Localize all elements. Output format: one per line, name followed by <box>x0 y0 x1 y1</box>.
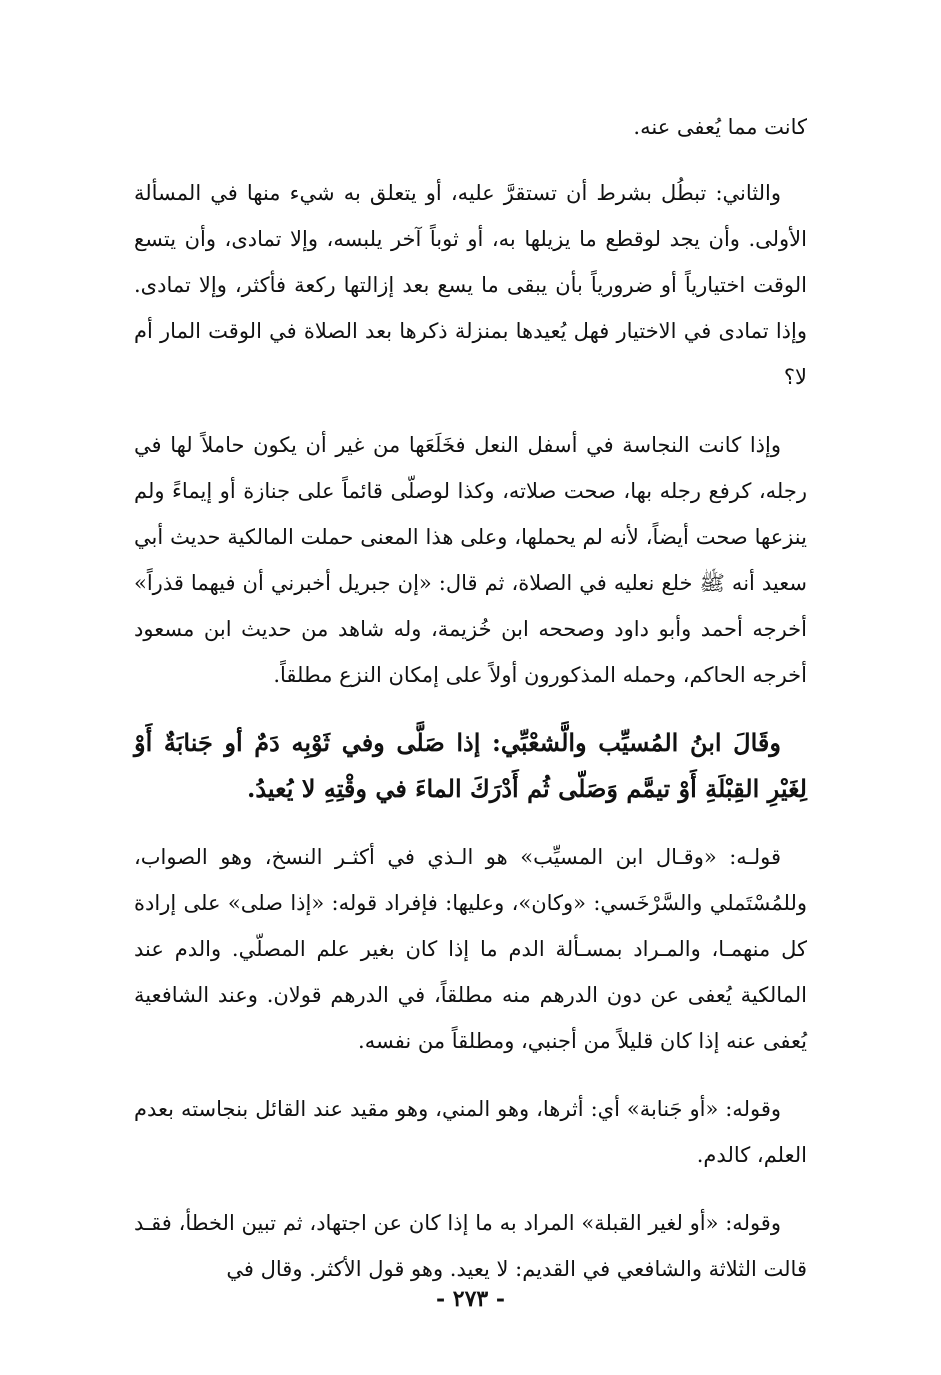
page-number: - ٢٧٣ - <box>435 1286 506 1312</box>
hadith-text-bold: وقَالَ ابنُ المُسيِّب والَّشعْبِّي: إذا صَلَّى وفي ثَوْبِه دَمٌ أو جَنابَةٌ أَوْ لِغَيْرِ القِبْلَةِ أَوْ تيمَّم وَصَلّى ثُم أَدْرَكَ الماءَ في وقْتِهِ لا يُعيدُ. <box>134 728 807 803</box>
paragraph-commentary-qibla: وقوله: «أو لغير القبلة» المراد به ما إذا كان عن اجتهاد، ثم تبين الخطأ، فقـد قالت الثلاثة والشافعي في القديم: لا يعيد. وهو قول الأكثر. وقال في <box>134 1211 807 1281</box>
paragraph-continuation: كانت مما يُعفى عنه. <box>633 115 807 139</box>
paragraph-shoe-impurity: وإذا كانت النجاسة في أسفل النعل فخَلَعَها من غير أن يكون حاملاً لها في رجله، كرفع رجله بها، صحت صلاته، وكذا لوصلّى قائماً على جنازة أو إيماءً ولم ينزعها صحت أيضاً، لأنه لم يحملها، وعلى هذا المعنى حملت المالكية حديث أبي سعيد أنه ﷺ خلع نعليه في الصلاة، ثم قال: «إن جبريل أخبرني أن فيهما قذراً» أخرجه أحمد وأبو داود وصححه ابن خُزيمة، وله شاهد من حديث ابن مسعود أخرجه الحاكم، وحمله المذكورون أولاً على إمكان النزع مطلقاً. <box>134 433 807 687</box>
paragraph-commentary-janaba: وقوله: «أو جَنابة» أي: أثرها، وهو المني، وهو مقيد عند القائل بنجاسته بعدم العلم، كالدم. <box>134 1097 807 1167</box>
paragraph-second-condition: والثاني: تبطُل بشرط أن تستقرَّ عليه، أو يتعلق به شيء منها في المسألة الأولى. وأن يجد لوقطع ما يزيلها به، أو ثوباً آخر يلبسه، وإلا تمادى، وأن يتسع الوقت اختيارياً أو ضرورياً بأن يبقى ما يسع بعد إزالتها ركعة فأكثر، وإلا تمادى. وإذا تمادى في الاختيار فهل يُعيدها بمنزلة ذكرها بعد الصلاة في الوقت المار أم لا؟ <box>134 181 807 389</box>
page-body <box>134 104 807 1314</box>
paragraph-commentary-ibn-musayyib: قولـه: «وقـال ابن المسيِّب» هو الـذي في أكثـر النسخ، وهو الصواب، وللمُسْتَملي والسَّرْخَسي: «وكان»، وعليها: فإفراد قوله: «إذا صلى» على إرادة كل منهمـا، والمـراد بمسـألة الدم ما إذا كان بغير علم المصلّي. والدم عند المالكية يُعفى عن دون الدرهم منه مطلقاً، في الدرهم قولان. وعند الشافعية يُعفى عنه إذا كان قليلاً من أجنبي، ومطلقاً من نفسه. <box>134 845 807 1053</box>
